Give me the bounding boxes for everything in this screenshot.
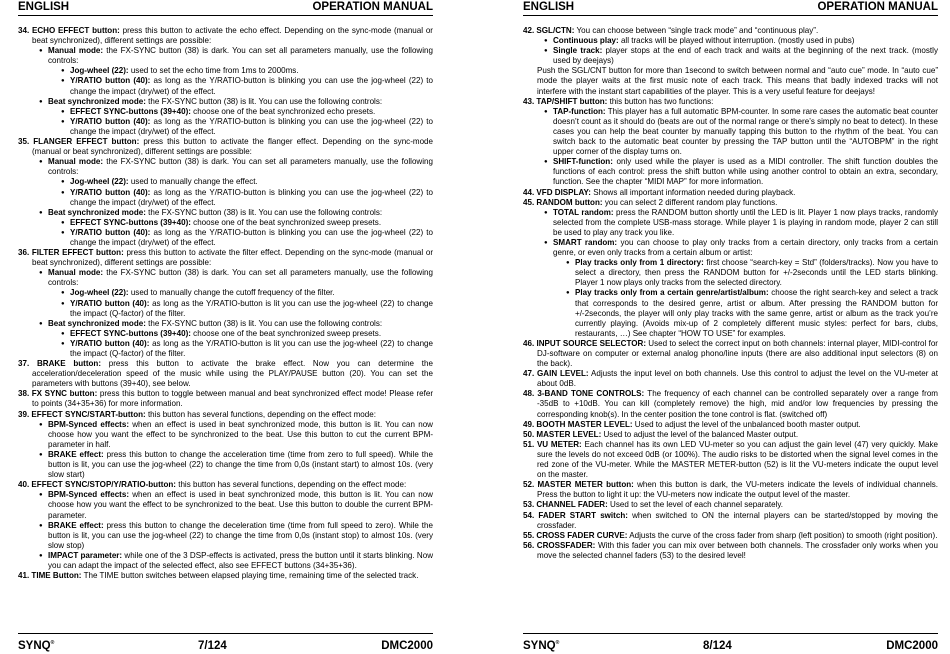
bullet-item: ● Single track: player stops at the end of each track and waits at the beginning of the next track. (mostly used by deejays) — [523, 46, 938, 66]
numbered-item: 41. TIME Button: The TIME button switches between elapsed playing time, remaining time of the selected track. — [18, 571, 419, 581]
bullet-item: ● Beat synchronized mode: the FX-SYNC button (38) is lit. You can use the following controls: — [18, 319, 433, 329]
bullet-item: ● Jog-wheel (22): used to manually change the effect. — [18, 177, 433, 187]
numbered-item: 45. RANDOM button: you can select 2 different random play functions. — [523, 197, 778, 207]
numbered-item: 35. FLANGER EFFECT button: press this button to activate the flanger effect. Depending on the sync-mode (manual or beat synchronized), different settings are possible: — [18, 137, 434, 157]
numbered-item: 36. FILTER EFFECT button: press this button to activate the filter effect. Depending on the sync-mode (manual or beat synchronized), different settings are possible: — [18, 248, 433, 268]
page-footer — [18, 636, 433, 654]
bullet-item: ● Manual mode: the FX-SYNC button (38) is dark. You can set all parameters manually, use the following controls: — [18, 157, 433, 177]
numbered-item: 39. EFFECT SYNC/START-button: this button has several functions, depending on the effect mode: — [18, 409, 376, 419]
bullet-item: ● Play tracks only from 1 directory: first choose “search-key = Std” (folders/tracks). Now you have to select a directory, then press the RANDOM button for +/-2seconds until the LED starts blinking. Player 1 now plays only tracks from the selected directory. — [523, 258, 938, 288]
header-language: ENGLISH — [523, 1, 575, 13]
numbered-item: 51. VU METER: Each channel has its own LED VU-meter so you can adjust the gain level (47) very quickly. Make sure the levels do not exceed 0dB (or 100%). The audio risks to be distorted when the signal level comes in the red zone of the VU-meter. While the MASTER METER-button (52) is lit the VU-meters indicate the ouput level on the master. — [523, 439, 938, 480]
bullet-item: ● TAP-function: This player has a full automatic BPM-counter. In some rare cases the automatic beat counter doesn’t count as it should do (beats are out of the normal range or there’s simply no beat to detect). In these cases you can help the beat counter by manually tapping this button to the rhythm of the beat. You can switch back to the automatic beat counter by pressing the TAP button until the “AUTOBPM” in the right upper corner of the display turns on. — [523, 107, 938, 157]
numbered-item: 43. TAP/SHIFT button: this button has two functions: — [523, 96, 714, 106]
numbered-item: 54. FADER START switch: when switched to ON the internal players can be started/stopped by moving the crossfader. — [523, 510, 939, 530]
numbered-item: 56. CROSSFADER: With this fader you can mix over between both channels. The crossfader only works when you move the selected channel faders (53) to the desired level! — [523, 540, 938, 560]
numbered-item: 53. CHANNEL FADER: Used to set the level of each channel separately. — [523, 500, 784, 510]
page-footer — [523, 636, 938, 654]
numbered-item: 50. MASTER LEVEL: Used to adjust the level of the balanced Master output. — [523, 429, 799, 439]
bullet-item: ● Continuous play: all tracks will be played without interruption. (mostly used in pubs) — [523, 36, 938, 46]
bullet-item: ● EFFECT SYNC-buttons (39+40): choose one of the beat synchronized sweep presets. — [18, 329, 433, 339]
page-body — [523, 26, 938, 561]
bullet-item: ● Jog-wheel (22): used to set the echo time from 1ms to 2000ms. — [18, 66, 433, 76]
footer-brand-text: SYNQ — [523, 640, 556, 652]
numbered-item: 52. MASTER METER button: when this button is dark, the VU-meters indicate the levels of individual channels. Press the button to light it up: the VU-meters now indicate the output level of the master. — [523, 480, 938, 500]
numbered-item: 40. EFFECT SYNC/STOP/Y/RATIO-button: this button has several functions, depending on the effect mode: — [18, 480, 407, 490]
header-rule — [18, 15, 433, 16]
footer-brand: SYNQ® — [18, 640, 55, 652]
bullet-item: ● Jog-wheel (22): used to manually change the cutoff frequency of the filter. — [18, 288, 433, 298]
header-language: ENGLISH — [18, 1, 70, 13]
bullet-item: ● Beat synchronized mode: the FX-SYNC button (38) is lit. You can use the following controls: — [18, 208, 433, 218]
bullet-item: ● Manual mode: the FX-SYNC button (38) is dark. You can set all parameters manually, use the following controls: — [18, 268, 433, 288]
bullet-item: ● Manual mode: the FX-SYNC button (38) is dark. You can set all parameters manually, use the following controls: — [18, 46, 433, 66]
bullet-item: ● Beat synchronized mode: the FX-SYNC button (38) is lit. You can use the following controls: — [18, 97, 433, 107]
bullet-item: ● BPM-Synced effects: when an effect is used in beat synchronized mode, this button is lit. You can now choose how you want the effect to be synchronized to the beat. Use this button to cut the current BPM-parameter in half. — [18, 420, 433, 450]
bullet-item: ● BRAKE effect: press this button to change the acceleration time (time from zero to full speed). While the button is lit, you can use the jog-wheel (22) to change the time from 0,0s (instant start) to almost 10s. (very slow start) — [18, 450, 433, 480]
footer-rule — [18, 633, 433, 634]
page-header — [523, 0, 938, 16]
bullet-item: ● Y/RATIO button (40): as long as the Y/RATIO-button is lit you can use the jog-wheel (22) to change the impact (Q-factor) of the filter. — [18, 339, 433, 359]
numbered-item: 34. ECHO EFFECT button: press this button to activate the echo effect. Depending on the sync-mode (manual or beat synchronized), different settings are possible: — [18, 26, 433, 46]
numbered-item: 37. BRAKE button: press this button to activate the brake effect. Now you can determine the acceleration/deceleration speed of the music while using the PLAY/PAUSE button (20). You can set the parameters with buttons (39+40), see below. — [18, 359, 433, 389]
bullet-item: ● Y/RATIO button (40): as long as the Y/RATIO-button is blinking you can use the jog-wheel (22) to change the impact (dry/wet) of the effect. — [18, 76, 433, 96]
bullet-item: ● EFFECT SYNC-buttons (39+40): choose one of the beat synchronized sweep presets. — [18, 218, 433, 228]
right-page — [523, 0, 938, 654]
footer-page-number: 7/124 — [198, 640, 227, 652]
header-title: OPERATION MANUAL — [312, 1, 433, 13]
bullet-item: ● BRAKE effect: press this button to change the deceleration time (time from full speed to zero). While the button is lit, you can use the jog-wheel (22) to change the time from 0,0s (instant stop) to almost 10s. (very slow stop) — [18, 521, 433, 551]
numbered-item: 38. FX SYNC button: press this button to toggle between manual and beat synchronized effect mode! Please refer to points (34+35+36) for more information. — [18, 389, 434, 409]
bullet-item: ● SMART random: you can choose to play only tracks from a certain directory, only tracks from a certain genre, or even only tracks from a certain album or artist: — [523, 238, 938, 258]
bullet-item: ● Y/RATIO button (40): as long as the Y/RATIO-button is blinking you can use the jog-wheel (22) to change the impact (dry/wet) of the effect. — [18, 117, 433, 137]
numbered-item: 47. GAIN LEVEL: Adjusts the input level on both channels. Use this control to adjust the level on the VU-meter at about 0dB. — [523, 369, 938, 389]
page-header — [18, 0, 433, 16]
numbered-item: 46. INPUT SOURCE SELECTOR: Used to select the correct input on both channels: internal player, MIDI-control for DJ-software on computer or external analog phono/line inputs (there are also additional input selectors (8) on the back). — [523, 338, 938, 369]
footer-brand: SYNQ® — [523, 640, 560, 652]
bullet-item: ● IMPACT parameter: while one of the 3 DSP-effects is activated, press the button until it starts blinking. Now you can adapt the impact of the selected effect, also see EFFECT buttons (34+35+36). — [18, 551, 433, 571]
bullet-item: ● BPM-Synced effects: when an effect is used in beat synchronized mode, this button is lit. You can now choose how you want the effect to be synchronized to the beat. Use this button to double the current BPM-parameter. — [18, 490, 433, 520]
footer-model: DMC2000 — [886, 640, 938, 652]
numbered-item: 55. CROSS FADER CURVE: Adjusts the curve of the cross fader from sharp (left position) to smooth (right position). — [523, 530, 938, 540]
bullet-item: ● Y/RATIO button (40): as long as the Y/RATIO-button is blinking you can use the jog-wheel (22) to change the impact (dry/wet) of the effect. — [18, 228, 433, 248]
bullet-item: ● TOTAL random: press the RANDOM button shortly until the LED is lit. Player 1 now plays tracks, randomly selected from the complete USB-mass storage. While player 1 is playing in random mode, player 2 can still be used to play any track you like. — [523, 208, 938, 238]
bullet-item: ● Play tracks only from a certain genre/artist/album: choose the right search-key and select a track that corresponds to the desired genre, artist or album. After pressing the RANDOM button for +/-2seconds, the player will only play tracks with the same genre, artist or album as the track you’re currently playing. (Avoids mix-up of 2 completely different music styles: perfect for bars, clubs, restaurants, …) See chapter “HOW TO USE” for examples. — [523, 288, 938, 338]
numbered-item: 44. VFD DISPLAY: Shows all important information needed during playback. — [523, 187, 796, 197]
footer-model: DMC2000 — [381, 640, 433, 652]
footer-rule — [523, 633, 938, 634]
page-body — [18, 26, 433, 581]
bullet-item: ● Y/RATIO button (40): as long as the Y/RATIO-button is lit you can use the jog-wheel (22) to change the impact (Q-factor) of the filter. — [18, 299, 433, 319]
footer-brand-text: SYNQ — [18, 640, 51, 652]
bullet-item: ● EFFECT SYNC-buttons (39+40): choose one of the beat synchronized echo presets. — [18, 107, 433, 117]
bullet-item: ● Y/RATIO button (40): as long as the Y/RATIO-button is blinking you can use the jog-wheel (22) to change the impact (dry/wet) of the effect. — [18, 188, 433, 208]
numbered-item: 48. 3-BAND TONE CONTROLS: The frequency of each channel can be controlled separately over a range from -35dB to +10dB. You can kill (completely remove) the high, mid and/or low frequencies by pressing the corresponding knob(s). In the center position the tone control is flat. (switched off) — [523, 389, 938, 419]
numbered-item: 49. BOOTH MASTER LEVEL: Used to adjust the level of the unbalanced booth master output. — [523, 419, 861, 429]
numbered-item: 42. SGL/CTN: You can choose between “single track mode” and “continuous play”. — [523, 26, 819, 35]
footer-page-number: 8/124 — [703, 640, 732, 652]
header-title: OPERATION MANUAL — [817, 1, 938, 13]
bullet-item: ● SHIFT-function: only used while the player is used as a MIDI controller. The shift function doubles the functions of each control: press the shift button while using another control to obtain an extra, secondary, function. See the chapter “MIDI MAP” for more information. — [523, 157, 938, 187]
left-page — [18, 0, 433, 654]
header-rule — [523, 15, 938, 16]
paragraph: Push the SGL/CNT button for more than 1second to switch between normal and “auto cue” mode. In “auto cue” mode the player waits at the first music note of each track. This means that badly indexed tracks will not interfere with the instant start capabilities of the player. This is a very useful feature for deejays! — [537, 66, 938, 96]
